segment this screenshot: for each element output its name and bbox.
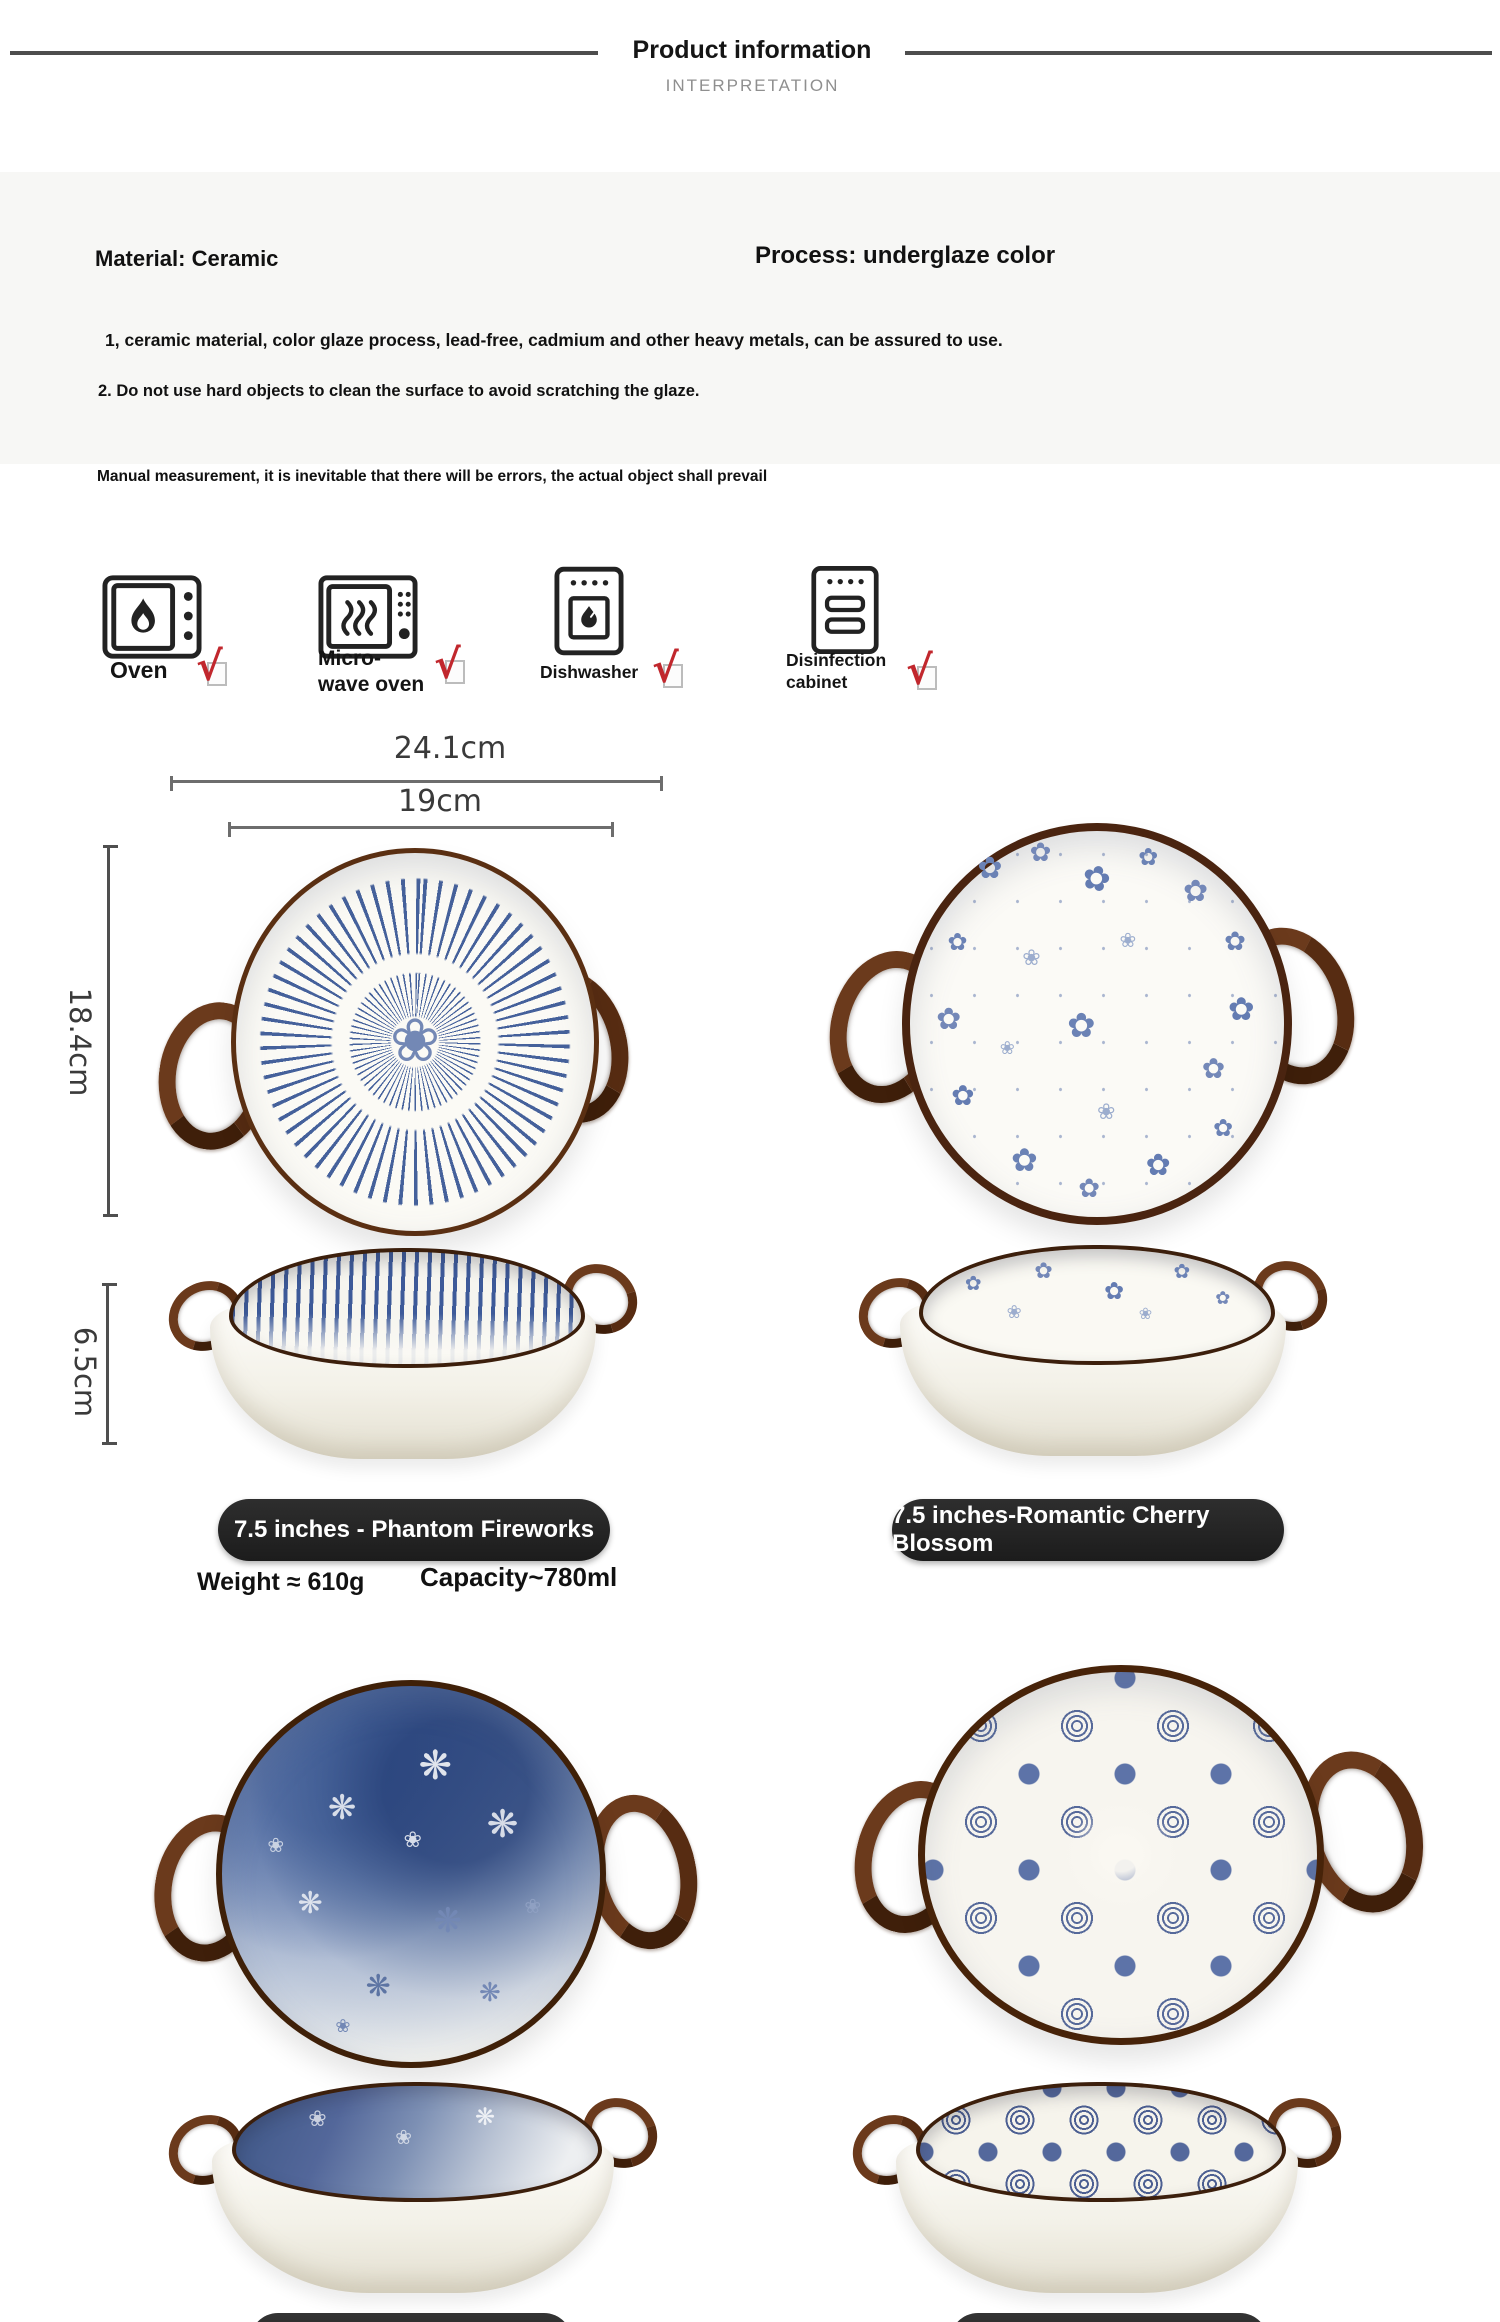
bowl-face-spiral bbox=[918, 1665, 1324, 2045]
oven-label: Oven bbox=[110, 657, 168, 683]
blossom-outline-icon: ❀ bbox=[395, 2127, 412, 2150]
disclaimer-text: Manual measurement, it is inevitable that there will be errors, the actual object shall prevail bbox=[97, 468, 768, 485]
blossom-outline-icon: ❀ bbox=[335, 2015, 351, 2036]
dim-length-label: 18.4cm bbox=[63, 987, 97, 1097]
blossom-icon: ✿ bbox=[1215, 1288, 1231, 1309]
leaf-motif-icon: ❋ bbox=[365, 1969, 391, 2003]
blossom-icon: ✿ bbox=[1010, 1141, 1038, 1178]
leaf-motif-icon: ❋ bbox=[474, 2104, 496, 2132]
dim-height-line bbox=[106, 1283, 109, 1445]
blossom-icon: ✿ bbox=[951, 1079, 975, 1111]
blossom-icon: ✿ bbox=[1183, 875, 1209, 909]
bowl-photo-spiral-top bbox=[848, 1655, 1318, 2055]
dim-inner-width-label: 19cm bbox=[398, 784, 482, 819]
process-label: Process: underglaze color bbox=[755, 242, 1056, 269]
page-subtitle: INTERPRETATION bbox=[665, 76, 840, 95]
page-title: Product information bbox=[632, 36, 872, 64]
blossom-icon: ✿ bbox=[1029, 836, 1052, 867]
bowl-interior-cherry bbox=[919, 1245, 1275, 1365]
dim-inner-width-line bbox=[228, 826, 614, 829]
blossom-icon: ✿ bbox=[1173, 1261, 1191, 1284]
microwave-label: Micro- wave oven bbox=[318, 647, 425, 697]
blossom-outline-icon: ❀ bbox=[1119, 930, 1137, 953]
leaf-motif-icon: ❋ bbox=[479, 1977, 501, 2008]
blossom-icon: ✿ bbox=[936, 1002, 962, 1036]
leaf-motif-icon: ❋ bbox=[433, 1902, 463, 1941]
product-label-cherry: 7.5 inches-Romantic Cherry Blossom bbox=[892, 1499, 1284, 1561]
blossom-outline-icon: ❀ bbox=[403, 1826, 422, 1852]
blossom-outline-icon: ❀ bbox=[1022, 944, 1041, 970]
blossom-icon: ✿ bbox=[947, 929, 968, 957]
capacity-label: Capacity~780ml bbox=[420, 1562, 618, 1592]
blossom-icon: ✿ bbox=[1145, 1149, 1171, 1183]
blossom-outline-icon: ❀ bbox=[1097, 1099, 1116, 1125]
dishwasher-check-icon: √ bbox=[652, 650, 694, 700]
header-rule-left bbox=[10, 51, 598, 55]
microwave-check-icon: √ bbox=[434, 646, 476, 696]
leaf-motif-icon: ❋ bbox=[486, 1804, 519, 1847]
bowl-photo-fireworks-top bbox=[155, 840, 605, 1235]
bowl-photo-maple-top bbox=[150, 1672, 610, 2072]
blossom-icon: ✿ bbox=[1201, 1052, 1226, 1084]
dim-length-line bbox=[107, 845, 110, 1217]
blossom-outline-icon: ❀ bbox=[1006, 1301, 1022, 1322]
blossom-icon: ✿ bbox=[1224, 925, 1246, 956]
dishwasher-label: Dishwasher bbox=[540, 662, 639, 682]
bowl-interior-fireworks bbox=[229, 1248, 585, 1368]
dishwasher-icon bbox=[554, 566, 624, 656]
leaf-motif-icon: ❋ bbox=[418, 1744, 453, 1789]
blossom-icon: ✿ bbox=[1067, 1006, 1096, 1045]
blossom-icon: ✿ bbox=[1138, 844, 1159, 872]
disinfection-check-icon: √ bbox=[906, 652, 948, 702]
blossom-icon: ✿ bbox=[1077, 856, 1115, 901]
product-label-pill-partial-left bbox=[250, 2313, 572, 2322]
oven-icon bbox=[102, 574, 202, 660]
dim-outer-width-line bbox=[170, 780, 663, 783]
blossom-outline-icon: ❀ bbox=[1138, 1306, 1153, 1324]
leaf-motif-icon: ❋ bbox=[297, 1887, 323, 1921]
bowl-face-cherry bbox=[902, 823, 1292, 1225]
bowl-face-fireworks bbox=[231, 848, 599, 1236]
bowl-interior-spiral bbox=[916, 2082, 1287, 2202]
dim-height-label: 6.5cm bbox=[68, 1326, 102, 1418]
blossom-outline-icon: ❀ bbox=[308, 2106, 327, 2132]
bowl-face-maple bbox=[216, 1680, 606, 2068]
note-2: 2. Do not use hard objects to clean the surface to avoid scratching the glaze. bbox=[98, 382, 700, 400]
bowl-photo-fireworks-side bbox=[168, 1248, 638, 1463]
flower-motif-icon: ❀ bbox=[389, 1006, 441, 1074]
blossom-outline-icon: ❀ bbox=[267, 1835, 285, 1858]
blossom-icon: ✿ bbox=[1034, 1258, 1053, 1284]
leaf-motif-icon: ❋ bbox=[327, 1789, 357, 1828]
blossom-icon: ✿ bbox=[964, 1272, 982, 1295]
weight-label: Weight ≈ 610g bbox=[197, 1568, 365, 1596]
material-label: Material: Ceramic bbox=[95, 246, 279, 271]
blossom-icon: ✿ bbox=[977, 852, 1003, 886]
specs-panel bbox=[0, 172, 1500, 464]
blossom-outline-icon: ❀ bbox=[999, 1038, 1015, 1059]
blossom-icon: ✿ bbox=[1103, 1278, 1125, 1306]
bowl-photo-spiral-side bbox=[852, 2082, 1342, 2297]
blossom-icon: ✿ bbox=[1212, 1114, 1234, 1142]
note-1: 1, ceramic material, color glaze process, lead-free, cadmium and other heavy metals, can be assured to use. bbox=[105, 330, 1003, 350]
disinfection-cabinet-icon bbox=[810, 564, 880, 656]
blossom-icon: ✿ bbox=[1227, 991, 1255, 1028]
dim-outer-width-label: 24.1cm bbox=[393, 731, 507, 766]
product-label-fireworks: 7.5 inches - Phantom Fireworks bbox=[218, 1499, 610, 1561]
blossom-outline-icon: ❀ bbox=[524, 1895, 542, 1918]
blossom-icon: ✿ bbox=[1078, 1172, 1101, 1203]
bowl-interior-maple bbox=[232, 2082, 603, 2202]
bowl-photo-cherry-side bbox=[858, 1245, 1328, 1460]
bowl-photo-maple-side bbox=[168, 2082, 658, 2297]
oven-check-icon: √ bbox=[196, 648, 238, 698]
bowl-photo-cherry-top bbox=[828, 818, 1308, 1218]
disinfection-cabinet-label: Disinfection cabinet bbox=[786, 650, 887, 692]
product-label-pill-partial-right bbox=[950, 2313, 1268, 2322]
header-rule-right bbox=[905, 51, 1492, 55]
